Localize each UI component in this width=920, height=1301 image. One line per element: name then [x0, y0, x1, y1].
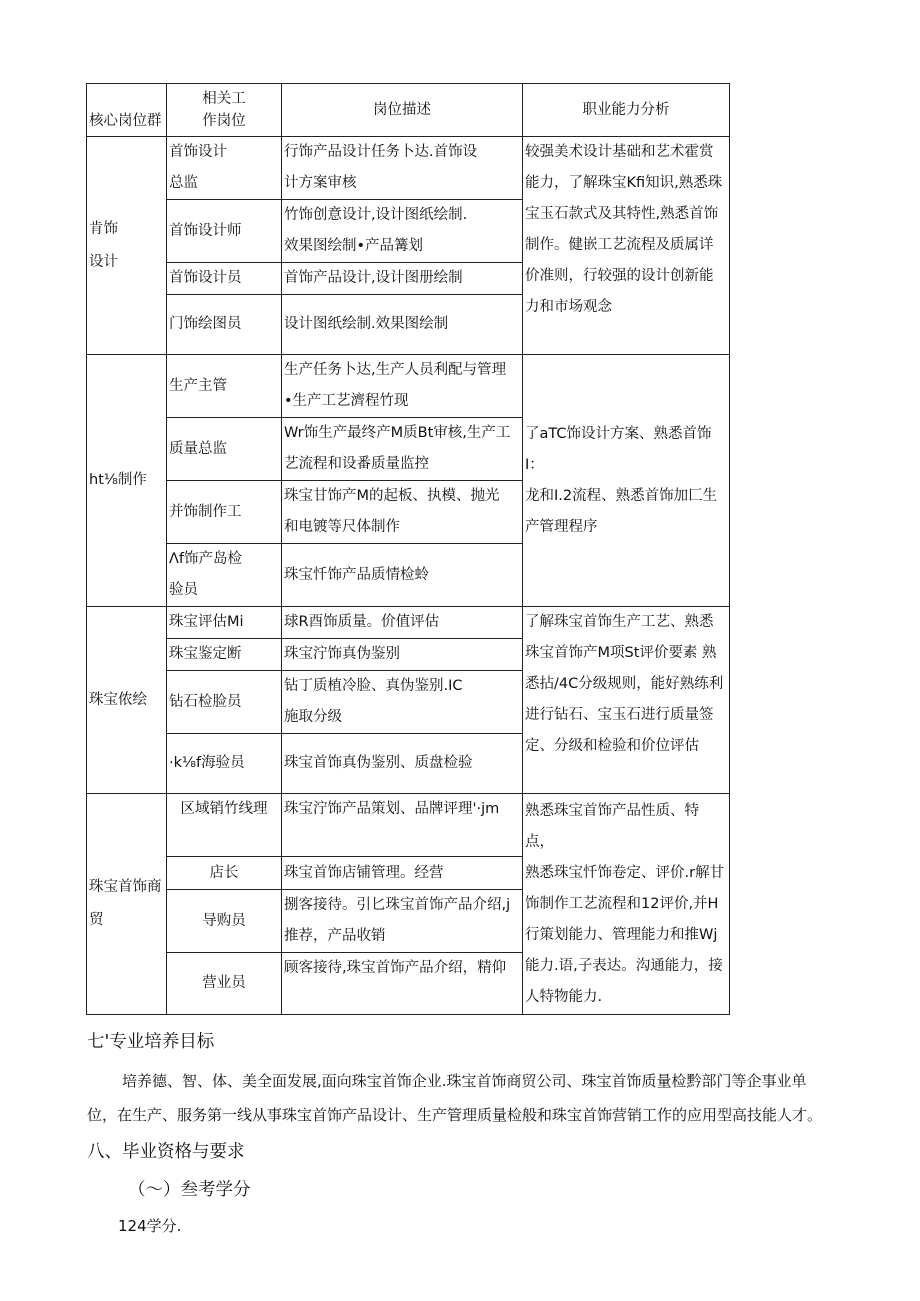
job-description: 钻丁质植冷脸、真伪鉴别.IC 施取分级 [282, 671, 523, 734]
job-description: 生产任务卜达,生产人员利配与管理 •生产工艺濟程竹现 [282, 355, 523, 418]
job-description: 首饰产品设计,设计图册绘制 [282, 263, 523, 295]
job-description: 珠宝泞饰真伪鉴别 [282, 639, 523, 671]
job-title: 珠宝评估Mi [167, 607, 282, 639]
job-title: 珠宝鉴定断 [167, 639, 282, 671]
job-title: 首饰设计师 [167, 200, 282, 263]
table-row [87, 607, 730, 639]
job-description: 行饰产品设计任务卜达.首饰设 计方案审核 [282, 137, 523, 200]
header-core-group: 核心岗位群 [87, 84, 167, 137]
job-title: 并饰制作工 [167, 481, 282, 544]
table-row [87, 794, 730, 857]
job-title: 质量总监 [167, 418, 282, 481]
header-job-description: 岗位描述 [282, 84, 523, 137]
job-title: Λf饰产岛检 验员 [167, 544, 282, 607]
job-title: 首饰设计员 [167, 263, 282, 295]
job-description: 球R酉饰质量。价值评估 [282, 607, 523, 639]
job-title: 导购员 [167, 890, 282, 953]
section-7-paragraph-line-2: 位，在生产、服务第一线从事珠宝首饰产品设计、生产管理质量检般和珠宝首饰营销工作的应用型高技能人才。 [87, 1106, 823, 1124]
group-name: 肯饰 设计 [87, 137, 167, 355]
table-header-row [87, 84, 730, 137]
job-title: 店长 [167, 857, 282, 890]
job-description: Wr饰生产最终产M质Bt审核,生产工 艺流程和设番质量监控 [282, 418, 523, 481]
job-description: 顾客接待,珠宝首饰产品介绍，精仰 [282, 953, 523, 1015]
job-description: 捌客接待。引匕珠宝首饰产品介绍,j 推荐，产品收销 [282, 890, 523, 953]
table-row [87, 355, 730, 418]
job-description: 珠宝甘饰产M的起板、执模、抛光 和电镀等尺体制作 [282, 481, 523, 544]
job-description: 设计图纸绘制.效果图绘制 [282, 295, 523, 355]
job-title: 生产主管 [167, 355, 282, 418]
job-description: 珠宝忏饰产品质情检蛉 [282, 544, 523, 607]
ability-analysis: 熟悉珠宝首饰产品性质、特点， 熟悉珠宝忏饰卷定、评价.r解甘 饰制作工艺流程和12评价,并H 行策划能力、管理能力和推Wj 能力.语,子表达。沟通能力，接 人特物能力. [523, 794, 730, 1015]
section-7-paragraph-line-1: 培养德、智、体、美全面发展,面向珠宝首饰企业.珠宝首饰商贸公司、珠宝首饰质量检黔部门等企事业单 [122, 1072, 807, 1090]
job-description: 珠宝泞饰产品策划、品牌评理'·jm [282, 794, 523, 857]
group-name: 珠宝首饰商 贸 [87, 794, 167, 1015]
job-title: 首饰设计 总监 [167, 137, 282, 200]
job-title: ·k⅛f海验员 [167, 734, 282, 794]
section-7-heading: 七'专业培养目标 [87, 1032, 215, 1052]
header-ability-analysis: 职业能力分析 [523, 84, 730, 137]
job-description: 竹饰创意设计,设计图纸绘制. 效果图绘制•产品篝划 [282, 200, 523, 263]
job-title: 门饰绘图员 [167, 295, 282, 355]
job-analysis-table [86, 83, 730, 1015]
header-related-job: 相关工 作岗位 [167, 84, 282, 137]
section-8-heading: 八、毕业资格与要求 [87, 1142, 245, 1162]
job-description: 珠宝首饰真伪鉴别、质盘检验 [282, 734, 523, 794]
job-title: 营业员 [167, 953, 282, 1015]
group-name: ht⅛制作 [87, 355, 167, 607]
ability-analysis: 了解珠宝首饰生产工艺、熟悉 珠宝首饰产M项St评价要素 熟 悉拈/4C分级规则，能好熟练利 进行钻石、宝玉石进行质量签 定、分级和检验和价位评估 [523, 607, 730, 794]
ability-analysis: 了aTC饰设计方案、熟悉首饰I： 龙和I.2流程、熟悉首饰加匚生 产管理程序 [523, 355, 730, 607]
table-row [87, 137, 730, 200]
job-title: 钻石检脸员 [167, 671, 282, 734]
group-name: 珠宝侬绘 [87, 607, 167, 794]
credits-text: 124学分. [118, 1217, 182, 1235]
ability-analysis: 较强美术设计基础和艺术霍赏 能力，了解珠宝Kfi知识,熟悉珠 宝玉石款式及其特性,熟悉首饰 制作。健嵌工艺流程及质属详 价准则，行较强的设计创新能 力和市场观念 [523, 137, 730, 355]
section-8-subheading: （～）叁考学分 [128, 1180, 251, 1200]
job-title: 区域销竹线理 [167, 794, 282, 857]
job-description: 珠宝首饰店铺管理。经营 [282, 857, 523, 890]
